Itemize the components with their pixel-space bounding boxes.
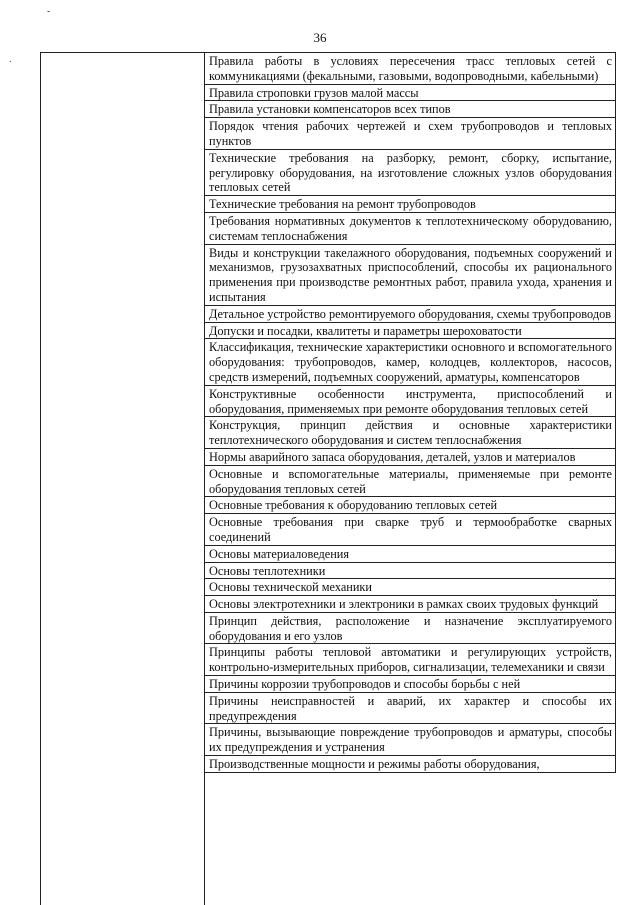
scan-mark: - — [47, 6, 51, 17]
table-row: Причины неисправностей и аварий, их характер и способы их предупреждения — [205, 693, 615, 725]
table-right-column — [205, 53, 616, 773]
table-row: Основные требования к оборудованию тепловых сетей — [205, 497, 615, 514]
table-row: Порядок чтения рабочих чертежей и схем трубопроводов и тепловых пунктов — [205, 118, 615, 150]
table-row: Причины коррозии трубопроводов и способы борьбы с ней — [205, 676, 615, 693]
table-row: Правила строповки грузов малой массы — [205, 85, 615, 102]
table-row: Производственные мощности и режимы работы оборудования, — [205, 756, 615, 773]
table-row: Основные требования при сварке труб и термообработке сварных соединений — [205, 514, 615, 546]
table-row: Принципы работы тепловой автоматики и регулирующих устройств, контрольно-измерительных приборов, сигнализации, телемеханики и связи — [205, 644, 615, 676]
table-left-column — [41, 53, 205, 905]
table-row: Требования нормативных документов к теплотехническому оборудованию, системам теплоснабжения — [205, 213, 615, 245]
table-row: Основы материаловедения — [205, 546, 615, 563]
table-row: Основы электротехники и электроники в рамках своих трудовых функций — [205, 596, 615, 613]
table-row: Допуски и посадки, квалитеты и параметры шероховатости — [205, 323, 615, 340]
table-row: Нормы аварийного запаса оборудования, деталей, узлов и материалов — [205, 449, 615, 466]
table-row: Принцип действия, расположение и назначение эксплуатируемого оборудования и его узлов — [205, 613, 615, 645]
table-row: Технические требования на ремонт трубопроводов — [205, 196, 615, 213]
table-row: Правила установки компенсаторов всех типов — [205, 101, 615, 118]
table-row: Технические требования на разборку, ремонт, сборку, испытание, регулировку оборудования, на изготовление сложных узлов оборудования тепловых сетей — [205, 150, 615, 196]
scan-mark: . — [9, 54, 12, 65]
table-row: Конструктивные особенности инструмента, приспособлений и оборудования, применяемых при ремонте оборудования тепловых сетей — [205, 386, 615, 418]
table-row: Виды и конструкции такелажного оборудования, подъемных сооружений и механизмов, грузозахватных приспособлений, способы их рационального применения при производстве ремонтных работ, правила ухода, хранения и испытания — [205, 245, 615, 306]
knowledge-table — [40, 52, 616, 905]
table-row: Правила работы в условиях пересечения трасс тепловых сетей с коммуникациями (фекальными, газовыми, водопроводными, кабельными) — [205, 53, 615, 85]
table-row: Детальное устройство ремонтируемого оборудования, схемы трубопроводов — [205, 306, 615, 323]
table-row: Классификация, технические характеристики основного и вспомогательного оборудования: трубопроводов, камер, колодцев, коллекторов, насосов, средств измерений, подъемных сооружений, арматуры, компенсаторов — [205, 339, 615, 385]
table-row: Основные и вспомогательные материалы, применяемые при ремонте оборудования тепловых сетей — [205, 466, 615, 498]
table-row: Основы теплотехники — [205, 563, 615, 580]
table-row: Причины, вызывающие повреждение трубопроводов и арматуры, способы их предупреждения и устранения — [205, 724, 615, 756]
page-number: 36 — [313, 30, 327, 45]
table-row: Конструкция, принцип действия и основные характеристики теплотехнического оборудования и систем теплоснабжения — [205, 417, 615, 449]
table-row: Основы технической механики — [205, 579, 615, 596]
